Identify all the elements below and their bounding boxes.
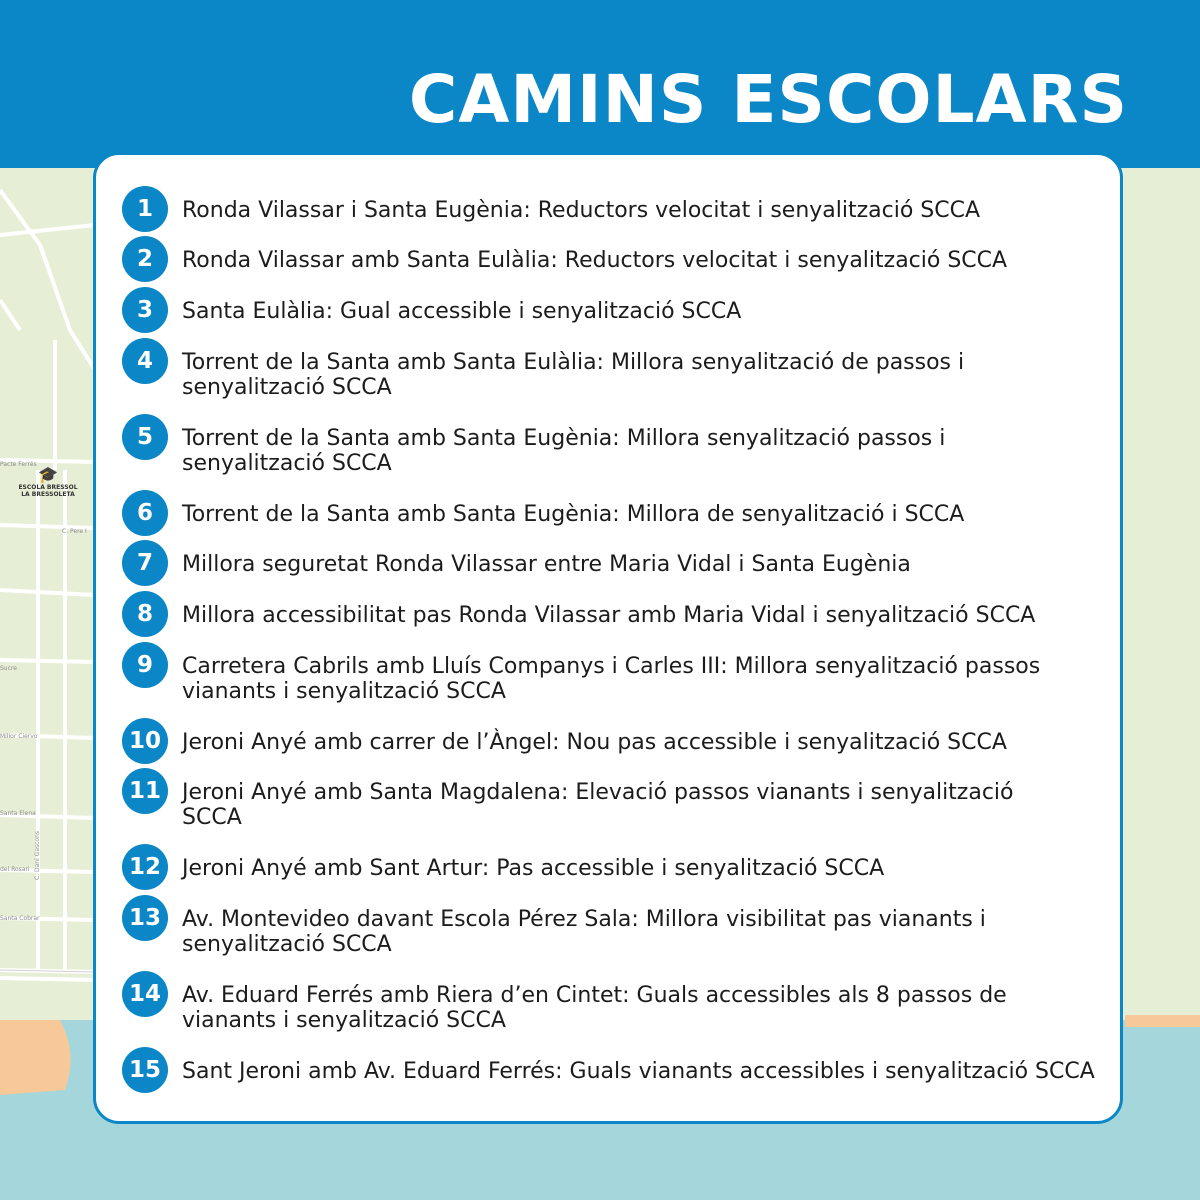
item-text: Ronda Vilassar i Santa Eugènia: Reductors velocitat i senyalització SCCA xyxy=(182,198,981,223)
item-text: Millora accessibilitat pas Ronda Vilassar amb Maria Vidal i senyalització SCCA xyxy=(182,603,1036,628)
school-label-container xyxy=(14,466,82,498)
item-number-badge: 14 xyxy=(122,971,168,1017)
item-number-badge: 2 xyxy=(122,236,168,282)
item-text: Carretera Cabrils amb Lluís Companys i Carles III: Millora senyalització passos vianants i senyalització SCCA xyxy=(182,654,1041,704)
item-text: Torrent de la Santa amb Santa Eulàlia: Millora senyalització de passos i senyalització SCCA xyxy=(182,350,965,400)
item-text: Sant Jeroni amb Av. Eduard Ferrés: Guals vianants accessibles i senyalització SCCA xyxy=(182,1059,1095,1084)
street-label: Santa Elena xyxy=(0,810,36,817)
item-number-badge: 15 xyxy=(122,1047,168,1093)
item-number-badge: 8 xyxy=(122,591,168,637)
project-list-card xyxy=(93,152,1123,1124)
item-text: Torrent de la Santa amb Santa Eugènia: Millora de senyalització i SCCA xyxy=(182,502,965,527)
graduation-cap-icon: 🎓 xyxy=(38,465,58,484)
item-number-badge: 7 xyxy=(122,540,168,586)
street-label: Santa Cobrar xyxy=(0,915,40,922)
item-number-badge: 11 xyxy=(122,768,168,814)
item-text: Jeroni Anyé amb Sant Artur: Pas accessible i senyalització SCCA xyxy=(182,856,885,881)
item-number-badge: 3 xyxy=(122,287,168,333)
item-text: Av. Montevideo davant Escola Pérez Sala: Millora visibilitat pas vianants i senyalització SCCA xyxy=(182,907,986,957)
item-number-badge: 4 xyxy=(122,338,168,384)
street-label: del Rosari xyxy=(0,866,30,873)
street-label: Pacte Ferrés xyxy=(0,461,37,468)
item-number-badge: 9 xyxy=(122,642,168,688)
item-text: Millora seguretat Ronda Vilassar entre Maria Vidal i Santa Eugènia xyxy=(182,552,911,577)
item-text: Torrent de la Santa amb Santa Eugènia: Millora senyalització passos i senyalització SCCA xyxy=(182,426,946,476)
school-label: ESCOLA BRESSOL LA BRESSOLETA xyxy=(18,484,78,498)
street-label: C. Pere I xyxy=(62,528,87,535)
item-text: Jeroni Anyé amb Santa Magdalena: Elevació passos vianants i senyalització SCCA xyxy=(182,780,1014,830)
item-number-badge: 5 xyxy=(122,414,168,460)
item-text: Santa Eulàlia: Gual accessible i senyalització SCCA xyxy=(182,299,742,324)
item-number-badge: 12 xyxy=(122,844,168,890)
item-text: Ronda Vilassar amb Santa Eulàlia: Reductors velocitat i senyalització SCCA xyxy=(182,248,1008,273)
item-number-badge: 10 xyxy=(122,718,168,764)
header-banner xyxy=(0,0,1200,168)
item-text: Av. Eduard Ferrés amb Riera d’en Cintet: Guals accessibles als 8 passos de vianants i senyalització SCCA xyxy=(182,983,1007,1033)
page-title: CAMINS ESCOLARS xyxy=(408,61,1128,138)
street-label: Sucre xyxy=(0,665,17,672)
street-label: C. Dani Gascons xyxy=(34,830,41,880)
item-number-badge: 1 xyxy=(122,186,168,232)
item-text: Jeroni Anyé amb carrer de l’Àngel: Nou pas accessible i senyalització SCCA xyxy=(182,730,1007,755)
item-number-badge: 6 xyxy=(122,490,168,536)
item-number-badge: 13 xyxy=(122,895,168,941)
street-label: Millor Ciervo xyxy=(0,733,38,740)
